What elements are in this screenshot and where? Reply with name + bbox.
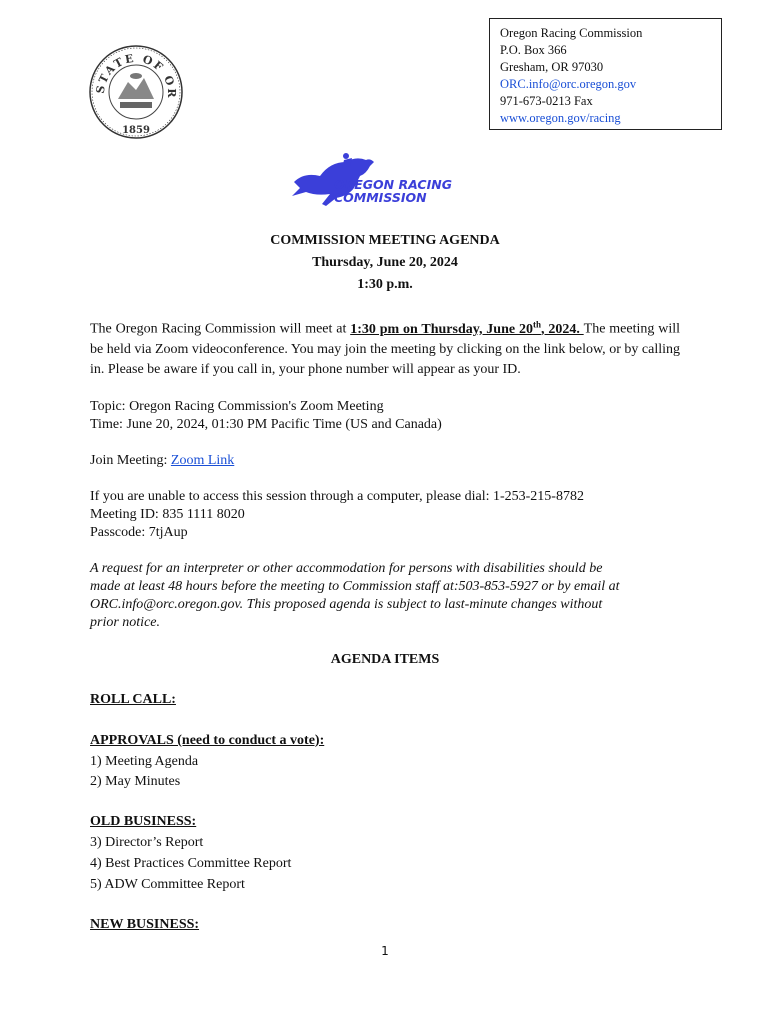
contact-po-box: P.O. Box 366 <box>500 43 567 57</box>
agenda-item: 2) May Minutes <box>90 774 181 789</box>
oregon-state-seal <box>88 44 184 140</box>
zoom-topic: Topic: Oregon Racing Commission's Zoom Meeting <box>90 399 384 414</box>
accommodation-line-4: prior notice. <box>90 615 160 630</box>
agenda-item: 3) Director’s Report <box>90 835 204 850</box>
old-business-heading: OLD BUSINESS: <box>90 814 197 829</box>
zoom-time: Time: June 20, 2024, 01:30 PM Pacific Time (US and Canada) <box>90 417 442 432</box>
agenda-item: 4) Best Practices Committee Report <box>90 856 292 871</box>
passcode: Passcode: 7tjAup <box>90 525 188 540</box>
contact-box <box>489 18 722 130</box>
new-business-heading: NEW BUSINESS: <box>90 917 200 932</box>
zoom-link[interactable]: Zoom Link <box>170 453 235 468</box>
roll-call-heading: ROLL CALL: <box>90 692 176 707</box>
contact-fax: 971-673-0213 Fax <box>500 94 593 108</box>
seal-year: 1859 <box>122 125 150 136</box>
contact-website-link[interactable]: www.oregon.gov/racing <box>500 111 621 125</box>
accommodation-line-2: made at least 48 hours before the meeting to Commission staff at:503-853-5927 or by email at <box>90 579 620 594</box>
contact-city: Gresham, OR 97030 <box>500 60 604 74</box>
accommodation-line-1: A request for an interpreter or other accommodation for persons with disabilities should be <box>90 561 603 576</box>
meeting-time: 1:30 p.m. <box>357 277 413 292</box>
agenda-item: 5) ADW Committee Report <box>90 877 245 892</box>
intro-paragraph: The Oregon Racing Commission will meet at 1:30 pm on Thursday, June 20th, 2024. The meeting will be held via Zoom videoconference. You may join the meeting by clicking on the link below, or by calling in. Please be aware if you call in, your phone number will appear as your ID. <box>90 319 681 377</box>
agenda-item: 1) Meeting Agenda <box>90 754 199 769</box>
contact-email-link[interactable]: ORC.info@orc.oregon.gov <box>500 77 637 91</box>
join-meeting-line: Join Meeting: Zoom Link <box>90 453 235 468</box>
seal-text: STATE OF OR <box>93 51 179 100</box>
meeting-date: Thursday, June 20, 2024 <box>312 255 458 270</box>
page-number: 1 <box>381 944 389 958</box>
contact-name: Oregon Racing Commission <box>500 26 643 40</box>
meeting-id: Meeting ID: 835 1111 8020 <box>90 507 245 522</box>
accommodation-line-3: ORC.info@orc.oregon.gov. This proposed agenda is subject to last-minute changes without <box>90 597 603 612</box>
agenda-heading: COMMISSION MEETING AGENDA <box>270 233 500 248</box>
approvals-heading: APPROVALS (need to conduct a vote): <box>90 733 325 748</box>
logo-line2: COMMISSION <box>334 190 427 205</box>
orc-logo <box>286 152 486 212</box>
dial-in-line: If you are unable to access this session through a computer, please dial: 1-253-215-8782 <box>90 489 584 504</box>
agenda-items-heading: AGENDA ITEMS <box>330 652 440 667</box>
logo-line1: OREGON RACING <box>334 177 452 192</box>
